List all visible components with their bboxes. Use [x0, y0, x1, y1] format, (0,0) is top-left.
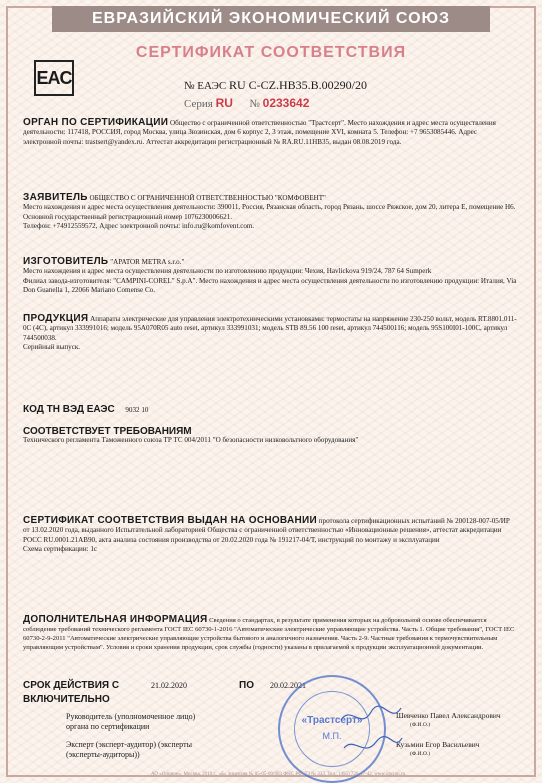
- applicant-name: ОБЩЕСТВО С ОГРАНИЧЕННОЙ ОТВЕТСТВЕННОСТЬЮ "КОМФОВЕНТ": [89, 194, 326, 202]
- registration-number: [184, 78, 367, 93]
- product-title: ПРОДУКЦИЯ: [23, 313, 89, 324]
- validity-to: 20.02.2021: [270, 681, 306, 690]
- additional-info-section: [23, 616, 517, 653]
- requirements-section: [23, 427, 517, 446]
- series-number: 0233642: [262, 96, 310, 110]
- organ-text: Общество с ограниченной ответственностью "Трастсерт". Место нахождения и адрес места осуществления деятельности: 117418, РОССИЯ, город Москва, улица Зюзинская, дом 6 корпус 2, 3 этаж, помещение XVI, комната 5. Телефон: +7 9653085446. Адрес электронной почты: trastsert@yandex.ru. Аттестат аккредитации регистрационный № RA.RU.11НВ35, выдан 08.08.2019 года.: [23, 119, 496, 146]
- union-banner: ЕВРАЗИЙСКИЙ ЭКОНОМИЧЕСКИЙ СОЮЗ: [52, 6, 490, 32]
- series-no-label: №: [249, 98, 260, 110]
- applicant-section: [23, 193, 517, 231]
- product-section: [23, 314, 517, 352]
- stamp-inner-ring: [294, 691, 370, 767]
- head-caption: (Ф.И.О.): [410, 722, 431, 728]
- series-label: Серия: [184, 98, 213, 110]
- product-text: Аппараты электрические для управления электротехническими установками: термостаты на напряжение 230-250 вольт, модель RT.8801.011-0C (4C), артикул 333991016; модель 95A070R05 auto reset, артикул 333991031; модель STB 89.56 100 reset, артикул 744500116; модель 95S100I01-100C, артикул 744500038.: [23, 315, 517, 342]
- stamp-name: «Трастсерт»: [301, 715, 363, 726]
- validity-title: СРОК ДЕЙСТВИЯ С: [23, 680, 120, 691]
- basis-title: СЕРТИФИКАТ СООТВЕТСТВИЯ ВЫДАН НА ОСНОВАНИИ: [23, 515, 317, 526]
- validity-inclusive: ВКЛЮЧИТЕЛЬНО: [23, 694, 110, 705]
- additional-info-text: Сведения о стандартах, в результате применения которых на добровольной основе обеспечивается соблюдение требований технического регламента ГОСТ IEC 60730-1-2016 "Автоматические электрические управляющие устройства. Часть 1. Общие требования", ГОСТ IEC 60730-2-9-2011 "Автоматические электрические управляющие устройства бытового и аналогичного назначения. Часть 2-9. Частные требования к термочувствительным управляющим устройствам". Условия и сроки хранения продукции, срок службы (годности) указаны в прилагаемой к продукции эксплуатационной документации.: [23, 617, 515, 651]
- reg-value: RU С-CZ.НВ35.В.00290/20: [228, 78, 367, 92]
- applicant-contacts: Телефон: +74912559572, Адрес электронной почты: info.ru@komfovent.com.: [23, 221, 255, 230]
- requirements-title: СООТВЕТСТВУЕТ ТРЕБОВАНИЯМ: [23, 426, 192, 437]
- certificate-title: СЕРТИФИКАТ СООТВЕТСТВИЯ: [135, 44, 407, 61]
- reg-prefix: № ЕАЭС: [184, 80, 227, 92]
- printer-footer: АО «Опцион», Москва, 2019 г., «Б» лицензия № 05-05-09/003 ФНС РФ, ТЗ № 333. Тел.: (495) 726-47-42, www.opcion.ru: [151, 772, 405, 777]
- series-value: RU: [215, 96, 233, 110]
- manufacturer-branch: Филиал завода-изготовителя: "CAMPINI-COREL" S.p.A". Место нахождения и адрес места осуществления деятельности по изготовлению продукции: Италия, Via Don Guanella 1, 22066 Mariano Comense Co.: [23, 276, 517, 294]
- applicant-ogrn: Основной государственный регистрационный номер 1076230006621.: [23, 212, 232, 221]
- series-line: [184, 96, 309, 110]
- applicant-title: ЗАЯВИТЕЛЬ: [23, 192, 88, 203]
- expert-caption: (Ф.И.О.): [410, 751, 431, 757]
- organ-section: [23, 118, 517, 147]
- expert-name: Кузьмин Егор Васильевич: [396, 740, 480, 749]
- manufacturer-section: [23, 257, 517, 295]
- head-name: Шевченко Павел Александрович: [396, 711, 501, 720]
- validity-from: 21.02.2020: [151, 681, 187, 690]
- applicant-address: Место нахождения и адрес места осуществления деятельности: 390011, Россия, Рязанская область, город Рязань, шоссе Ряжское, дом 20, литера Е, помещение Н6.: [23, 203, 516, 212]
- head-role: Руководитель (уполномоченное лицо) органа по сертификации: [66, 712, 196, 731]
- product-serial: Серийный выпуск.: [23, 342, 81, 351]
- tnved-section: [23, 405, 517, 415]
- basis-text: протокола сертификационных испытаний № 200128-007-05/ИР от 13.02.2020 года, выданного Испытательной лабораторией Общества с ограниченной ответственностью «Инновационные решения», аттестат аккредитации РОСС RU.0001.21АВ90, акта анализа состояния производства от 20.02.2020 года № 191217-04/Т, инструкций по монтажу и эксплуатации: [23, 517, 510, 544]
- manufacturer-address: Место нахождения и адрес места осуществления деятельности по изготовлению продукции: Чехия, Havlickova 919/24, 787 64 Sumperk: [23, 267, 432, 276]
- certification-scheme: Схема сертификации: 1с: [23, 544, 98, 553]
- validity-row: [23, 680, 517, 691]
- requirements-text: Технического регламента Таможенного союза ТР ТС 004/2011 "О безопасности низковольтного оборудования": [23, 436, 359, 445]
- organ-stamp: [278, 675, 386, 783]
- basis-section: [23, 516, 517, 554]
- eac-mark-logo: EAC: [34, 60, 74, 96]
- stamp-mp: М.П.: [322, 731, 342, 741]
- organ-title: ОРГАН ПО СЕРТИФИКАЦИИ: [23, 117, 169, 128]
- validity-to-label: ПО: [239, 680, 254, 691]
- manufacturer-name: "APATOR METRA s.r.o.": [110, 258, 185, 266]
- tnved-code: 9032 10: [125, 406, 149, 414]
- expert-role: Эксперт (эксперт-аудитор) (эксперты (эксперты-аудиторы)): [66, 740, 192, 759]
- tnved-title: КОД ТН ВЭД ЕАЭС: [23, 404, 115, 415]
- additional-info-title: ДОПОЛНИТЕЛЬНАЯ ИНФОРМАЦИЯ: [23, 614, 208, 625]
- manufacturer-title: ИЗГОТОВИТЕЛЬ: [23, 256, 109, 267]
